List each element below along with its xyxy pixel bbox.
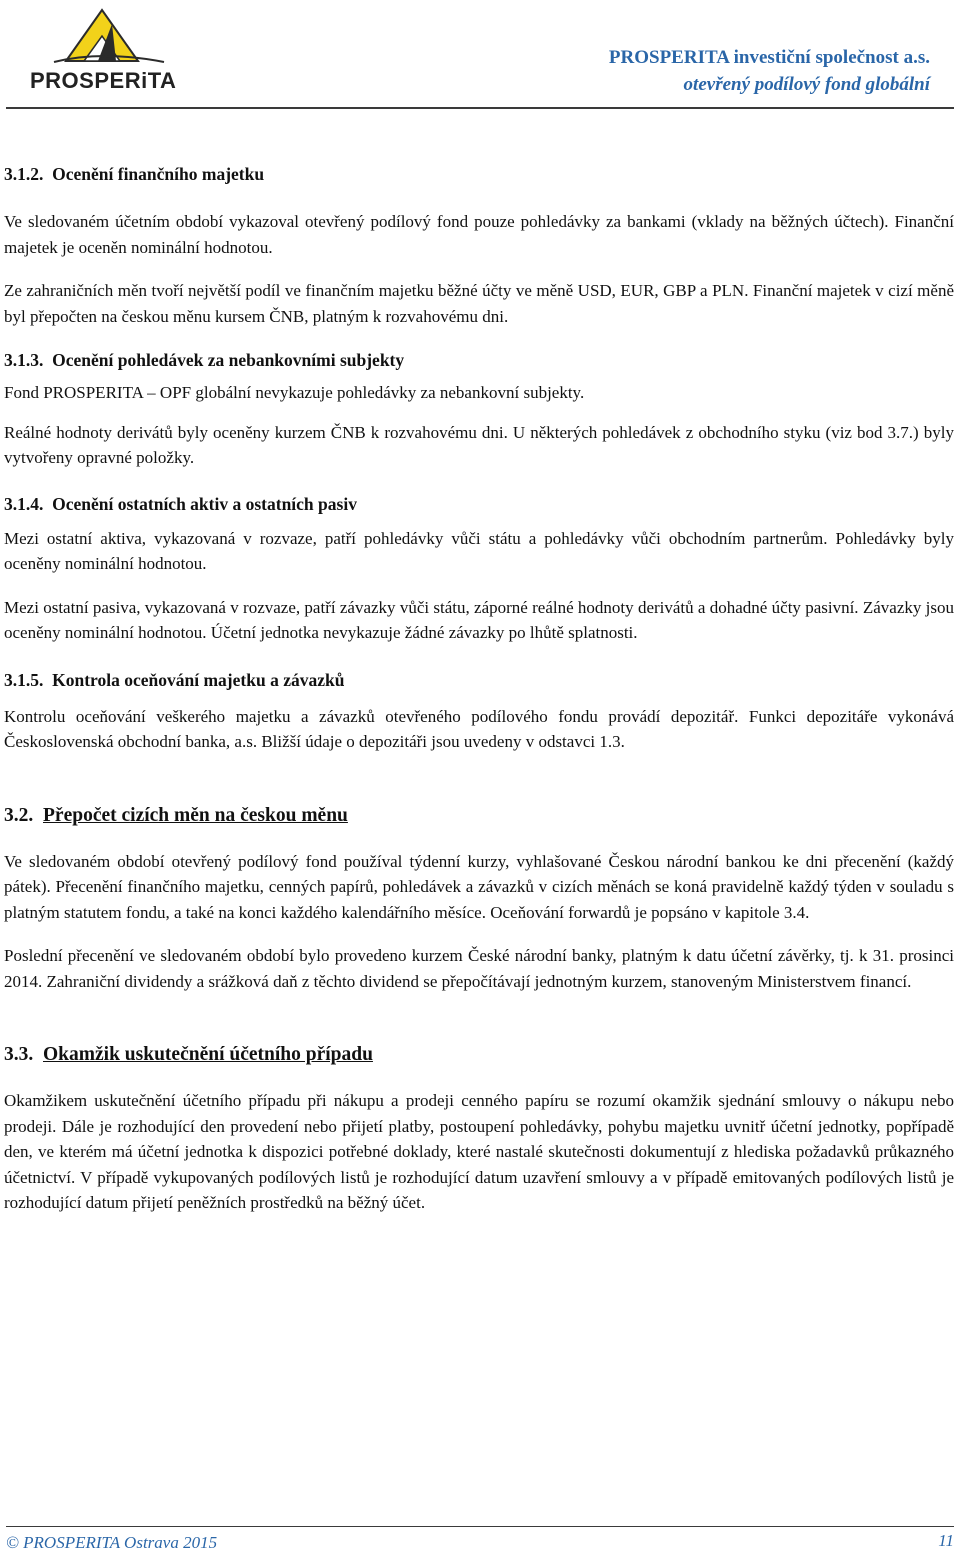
section-heading [4, 346, 954, 374]
section-number: 3.1.2. [4, 164, 44, 184]
paragraph: Okamžikem uskutečnění účetního případu při nákupu a prodeji cenného papíru se rozumí okamžik sjednání smlouvy o nákupu nebo prodeji. Dále je rozhodující den provedení nebo přijetí platby, postoupení pohledávky, pohybu majetku uvnitř účetní jednotky, popřípadě den, ve kterém má účetní jednotka k dispozici potřebné doklady, které nastalé skutečnosti dokumentují z hlediska požadavků průkazného účetnictví. V případě vykupovaných podílových listů je rozhodující datum uzavření smlouvy a v případě emitovaných podílových listů je rozhodující datum přijetí peněžních prostředků na běžný účet. [4, 1091, 954, 1212]
logo-wordmark: PROSPERiTA [30, 68, 177, 93]
section-title: Kontrola oceňování majetku a závazků [52, 669, 345, 690]
page-footer [6, 1526, 954, 1552]
section-heading [4, 490, 954, 518]
section-3-2 [4, 801, 954, 995]
paragraph: Poslední přecenění ve sledovaném období bylo provedeno kurzem České národní banky, platným k datu účetní závěrky, tj. k 31. prosinci 2014. Zahraniční dividendy a srážková daň z těchto dividend se přepočítávají jednotným kurzem, stanoveným Ministerstvem financí. [4, 946, 954, 991]
section-number: 3.3. [4, 1044, 34, 1065]
section-heading [4, 666, 954, 694]
paragraph: Ze zahraničních měn tvoří největší podíl ve finančním majetku běžné účty ve měně USD, EUR, GBP a PLN. Finanční majetek v cizí měně byl přepočten na českou měnu kursem ČNB, platným k rozvahovému dni. [4, 281, 954, 326]
section-heading [4, 160, 954, 188]
section-3-1-5 [4, 666, 954, 755]
header-titles [609, 44, 930, 98]
page-number: 11 [938, 1531, 954, 1550]
paragraph: Ve sledovaném období otevřený podílový fond používal týdenní kurzy, vyhlašované Českou národní bankou ke dni přecenění (každý pátek). Přecenění finančního majetku, cenných papírů, pohledávek a závazků v cizích měnách se koná pravidelně každý týden v souladu s platným statutem fondu, a také na konci každého kalendářního měsíce. Oceňování forwardů je popsáno v kapitole 3.4. [4, 851, 954, 922]
paragraph: Ve sledovaném účetním období vykazoval otevřený podílový fond pouze pohledávky za bankami (vklady na běžných účtech). Finanční majetek je oceněn nominální hodnotou. [4, 212, 954, 257]
header-fund: otevřený podílový fond globální [683, 74, 930, 95]
section-number: 3.1.5. [4, 669, 44, 690]
company-logo [14, 6, 184, 98]
section-heading [4, 1040, 954, 1070]
section-title: Přepočet cizích měn na českou měnu [43, 804, 348, 826]
header-company: PROSPERITA investiční společnost a.s. [608, 47, 930, 68]
page-header [0, 0, 960, 110]
section-number: 3.1.3. [4, 350, 44, 370]
section-number: 3.2. [4, 804, 34, 826]
paragraph: Kontrolu oceňování veškerého majetku a závazků otevřeného podílového fondu provádí depozitář. Funkci depozitáře vykonává Československá obchodní banka, a.s. Bližší údaje o depozitáři jsou uvedeny v odstavci 1.3. [4, 706, 954, 751]
section-number: 3.1.4. [4, 493, 44, 514]
section-title: Ocenění pohledávek za nebankovními subjekty [52, 350, 405, 370]
section-3-3 [4, 1040, 954, 1216]
section-3-1-3 [4, 346, 954, 471]
footer-copyright: © PROSPERITA Ostrava 2015 [6, 1533, 218, 1552]
paragraph: Mezi ostatní pasiva, vykazovaná v rozvaze, patří závazky vůči státu, záporné reálné hodnoty derivátů a dohadné účty pasivní. Závazky jsou oceněny nominální hodnotou. Účetní jednotka nevykazuje žádné závazky po lhůtě splatnosti. [4, 597, 954, 642]
section-3-1-4 [4, 490, 954, 646]
paragraph: Mezi ostatní aktiva, vykazovaná v rozvaze, patří pohledávky vůči státu a pohledávky vůči obchodním partnerům. Pohledávky byly oceněny nominální hodnotou. [4, 528, 954, 573]
section-heading [4, 801, 954, 831]
paragraph: Fond PROSPERITA – OPF globální nevykazuje pohledávky za nebankovní subjekty. [4, 383, 585, 402]
paragraph: Reálné hodnoty derivátů byly oceněny kurzem ČNB k rozvahovému dni. U některých pohledávek z obchodního styku (viz bod 3.7.) byly vytvořeny opravné položky. [4, 422, 954, 467]
section-title: Okamžik uskutečnění účetního případu [43, 1044, 373, 1065]
section-title: Ocenění ostatních aktiv a ostatních pasiv [52, 493, 357, 514]
section-3-1-2 [4, 160, 954, 329]
section-title: Ocenění finančního majetku [52, 164, 265, 184]
header-divider [6, 107, 954, 109]
document-body [4, 160, 954, 1216]
